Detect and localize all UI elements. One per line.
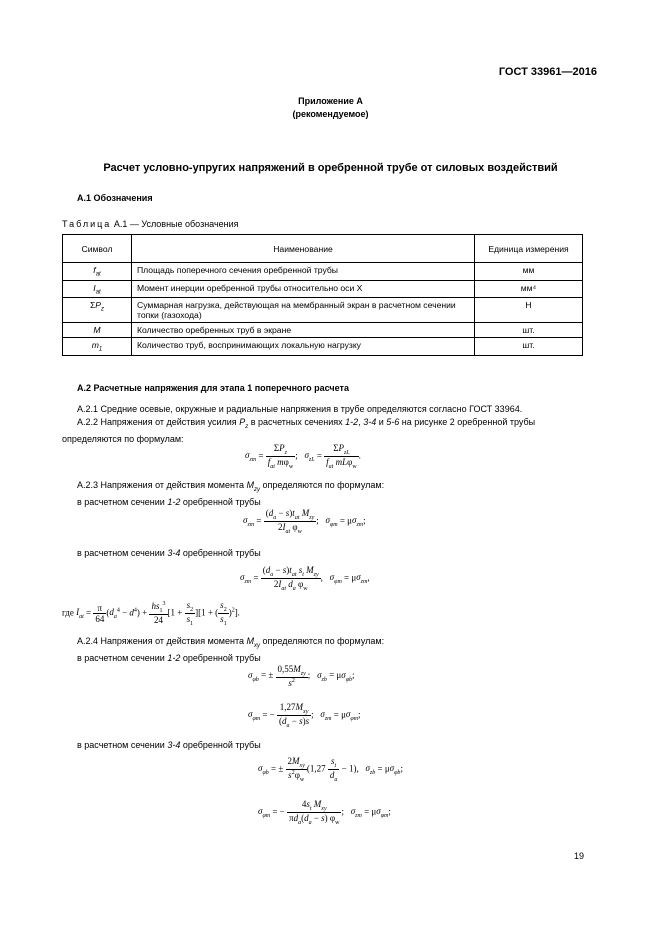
finned-tube-text: оребренной трубы [182, 496, 261, 507]
in-section-text: в расчетном сечении [77, 740, 165, 750]
in-section-text: в расчетном сечении [77, 496, 165, 507]
a224-text: А.2.4 Напряжения от действия момента [77, 636, 244, 646]
unit-cell: шт. [475, 338, 583, 356]
a223-text-b: определяются по формулам: [262, 480, 385, 490]
section-a1-heading: А.1 Обозначения [77, 193, 153, 203]
table-caption-text: А.1 — Условные обозначения [113, 219, 239, 229]
table-row [63, 323, 583, 338]
formula-3: $\sigma_{zm}$ = $\frac{(d_a - s)t_{at} s_t M_{zy}}{2I_{at} d_a \varphi_w}$ , $\sigma_{\varphi m} = \mu\sigma_{zm}$, [240, 565, 370, 592]
table-caption [62, 219, 239, 229]
unit-cell: мм [475, 263, 583, 281]
page-number: 19 [573, 851, 584, 861]
a222-text-b: в расчетных сечениях [250, 417, 343, 427]
document-title: Расчет условно-упругих напряжений в оребренной трубе от силовых воздействий [103, 162, 558, 174]
a224-text-b: определяются по формулам: [262, 636, 385, 646]
formula-6: $\sigma_{\varphi b}$ = ± $\frac{2M_{xy}}{s^2\varphi_w}$ (1,27 $\frac{s_t}{d_a}$ − 1), $\sigma_{zb} = \mu\sigma_{\varphi b}$; [258, 756, 403, 783]
in-section-34: в расчетном сечении 3-4 оребренной трубы [77, 548, 261, 558]
finned-tube-text: оребренной трубы [182, 548, 261, 558]
header-name: Наименование [132, 235, 475, 263]
unit-cell: Н [475, 298, 583, 323]
finned-tube-text: оребренной трубы [182, 740, 261, 750]
name-cell: Суммарная нагрузка, действующая на мембранный экран в расчетном сечении топки (газохода) [132, 298, 475, 323]
in-section-34-b: в расчетном сечении 3-4 оребренной трубы [77, 740, 261, 750]
formula-5: $\sigma_{\varphi m}$ = − $\frac{1,27M_{xy}}{(d_a - s)s}$ ; $\sigma_{zm} = \mu\sigma_{\varphi m}$; [248, 702, 361, 729]
table-caption-word: Таблица [62, 219, 112, 229]
a222-text-c: на рисунке 2 оребренной трубы [401, 417, 536, 427]
table-row [63, 338, 583, 356]
formula-7: $\sigma_{\varphi m}$ = − $\frac{4s_t M_{xy}}{\pi d_a(d_a - s) \varphi_w}$ ; $\sigma_{zm} = \mu\sigma_{\varphi m}$; [258, 799, 391, 826]
in-section-text: в расчетном сечении [77, 548, 165, 558]
a222-text: А.2.2 Напряжения от действия усилия [77, 417, 237, 427]
a222-text-d: определяются по формулам: [62, 433, 184, 444]
a223-text: А.2.3 Напряжения от действия момента [77, 480, 244, 490]
formula-inertia: где $I_{at}$ = $\frac{\pi}{64}$ $(d_a^4 - d^4)$ + $\frac{hs_1^3}{24}$ [1 + $\frac{s_2}{s_1}$ ][1 + ( $\frac{s_2}{s_1}$ )$^2$]. [62, 600, 240, 627]
symbol-cell: M [63, 323, 132, 338]
standard-number: ГОСТ 33961—2016 [498, 66, 597, 78]
formula-1: $\sigma_{zm}$ = $\frac{\Sigma P_z}{f_{at} m\varphi_w}$ ; $\sigma_{zL}$ = $\frac{\Sigma P_{zL}}{f_{at} mL\varphi_w}$ . [245, 443, 361, 470]
table-row [63, 298, 583, 323]
table-row [63, 263, 583, 281]
name-cell: Площадь поперечного сечения оребренной трубы [132, 263, 475, 281]
where-text: где [62, 607, 74, 618]
paragraph-a223: А.2.3 Напряжения от действия момента $M_{zy}$ определяются по формулам: в расчетном сечении 1-2 оребренной трубы [77, 480, 385, 507]
unit-cell: шт. [475, 323, 583, 338]
table-row [63, 280, 583, 298]
in-section-text: в расчетном сечении [77, 652, 165, 663]
header-unit: Единица измерения [475, 235, 583, 263]
symbol-cell: $\Sigma P_z$ [63, 298, 132, 323]
section-a2-heading: А.2 Расчетные напряжения для этапа 1 поперечного расчета [77, 383, 349, 393]
symbol-cell: $m_1$ [63, 338, 132, 356]
finned-tube-text: оребренной трубы [182, 652, 261, 663]
paragraph-a222: А.2.2 Напряжения от действия усилия $P_z$ в расчетных сечениях 1-2, 3-4 и 5-6 на рисунке 2 оребренной трубы определяются по формулам: [62, 417, 536, 444]
header-symbol: Символ [63, 235, 132, 263]
formula-4: $\sigma_{\varphi b}$ = ± $\frac{0,55M_{zy}}{s^2}$ ; $\sigma_{zb} = \mu\sigma_{\varphi b}$; [248, 664, 355, 688]
paragraph-a224: А.2.4 Напряжения от действия момента $M_{xy}$ определяются по формулам: в расчетном сечении 1-2 оребренной трубы [77, 636, 385, 663]
name-cell: Количество оребренных труб в экране [132, 323, 475, 338]
symbols-table [62, 234, 583, 356]
name-cell: Момент инерции оребренной трубы относительно оси X [132, 280, 475, 298]
paragraph-a221: А.2.1 Средние осевые, окружные и радиальные напряжения в трубе определяются согласно ГОСТ 33964. [77, 404, 523, 414]
name-cell: Количество труб, воспринимающих локальную нагрузку [132, 338, 475, 356]
table-header-row [63, 235, 583, 263]
unit-cell: мм⁴ [475, 280, 583, 298]
symbol-cell: $f_{at}$ [63, 263, 132, 281]
symbol-cell: $I_{at}$ [63, 280, 132, 298]
formula-2: $\sigma_{zm}$ = $\frac{(d_a - s)t_{at} M_{zy}}{2I_{at} \varphi_w}$ ; $\sigma_{\varphi m} = \mu\sigma_{zm}$; [243, 508, 366, 535]
annex-heading [0, 95, 661, 121]
annex-title: Приложение А [298, 96, 363, 106]
annex-status: (рекомендуемое) [292, 109, 369, 119]
